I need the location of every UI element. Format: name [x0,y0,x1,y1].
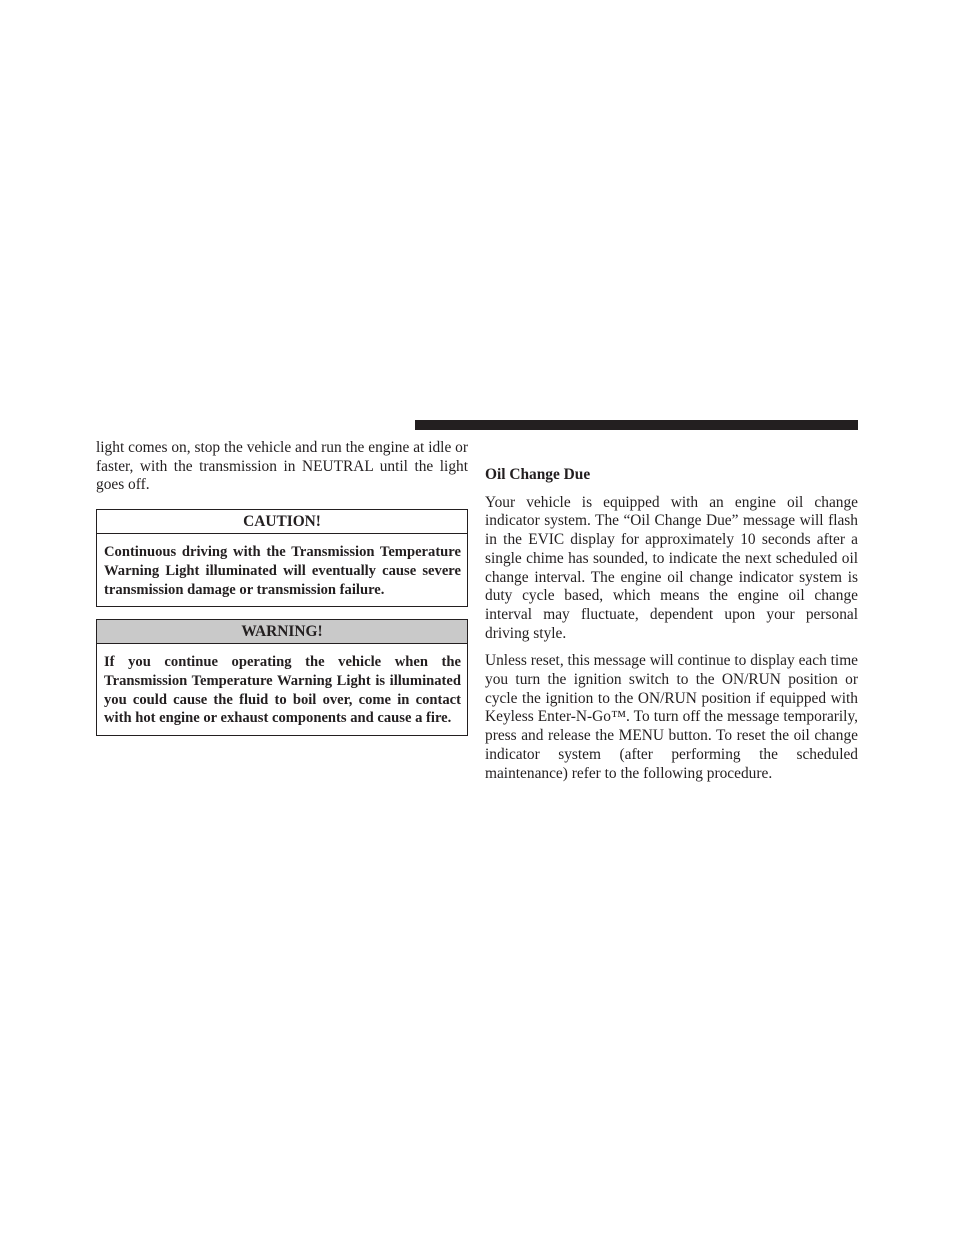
warning-text: If you continue operating the vehicle when the Transmission Temperature Warning Light is illuminated you could cause the fluid to boil over, come in contact with hot engine or exhaust components and cause a fire. [104,654,461,727]
section-heading: Oil Change Due [485,466,591,483]
warning-box [96,619,468,736]
right-column [485,466,858,792]
section-header-bar [415,420,858,430]
intro-paragraph: light comes on, stop the vehicle and run the engine at idle or faster, with the transmission in NEUTRAL until the light goes off. [96,439,468,494]
body-paragraph: Your vehicle is equipped with an engine oil change indicator system. The “Oil Change Due” message will flash in the EVIC display for approximately 10 seconds after a single chime has sounded, to indicate the next scheduled oil change interval. The engine oil change indicator system is duty cycle based, which means the engine oil change interval may fluctuate, dependent upon your personal driving style. [485,493,858,642]
caution-box [96,509,468,607]
caution-text: Continuous driving with the Transmission Temperature Warning Light illuminated will eventually cause severe transmission damage or transmission failure. [104,544,461,598]
warning-title: WARNING! [97,620,467,644]
caution-title: CAUTION! [97,510,467,534]
left-column [96,439,468,748]
body-paragraph: Unless reset, this message will continue to display each time you turn the ignition switch to the ON/RUN position or cycle the ignition to the ON/RUN position if equipped with Keyless Enter-N-Go™. To turn off the message temporarily, press and release the MENU button. To reset the oil change indicator system (after performing the scheduled maintenance) refer to the following procedure. [485,652,858,782]
